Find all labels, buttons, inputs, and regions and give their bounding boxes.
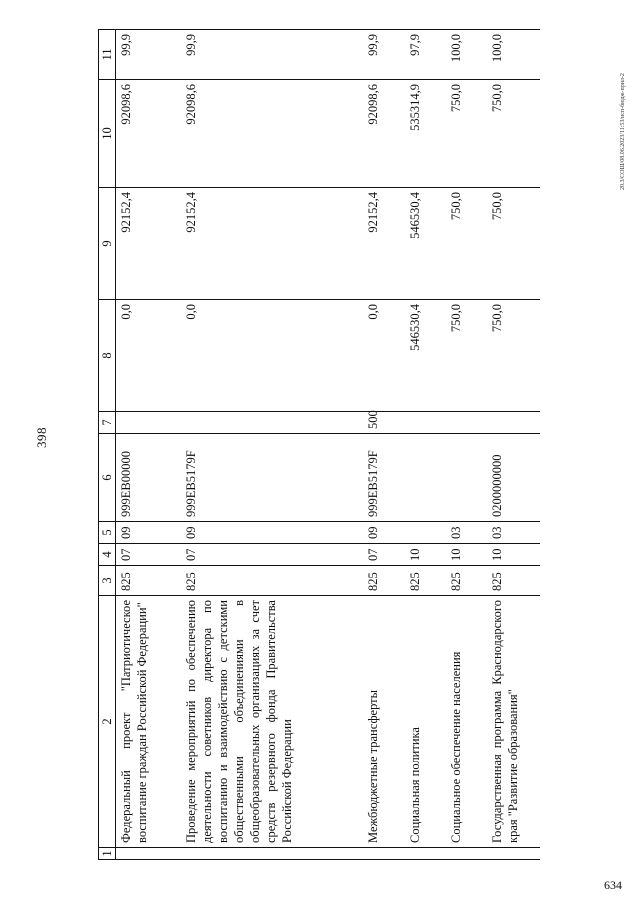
cell-c10: 535314,9 xyxy=(405,80,434,188)
cell-name: Проведение мероприятий по обеспечению деятельности советников директора по воспитанию и взаимодействию с детскими общественными объединениями в общеобразовательных организациях за счет средств резервного фонда Правительства Российской Федерации xyxy=(181,596,351,848)
cell-c3: 825 xyxy=(487,566,540,596)
rotated-table-wrapper xyxy=(98,30,540,860)
col-header-7: 7 xyxy=(99,412,116,434)
col-header-9: 9 xyxy=(99,188,116,300)
cell-c9: 750,0 xyxy=(446,188,475,300)
cell-c5: 09 xyxy=(116,522,170,544)
table-row xyxy=(363,30,392,860)
cell-c1 xyxy=(446,848,475,860)
cell-c4: 07 xyxy=(363,544,392,566)
cell-c5: 03 xyxy=(446,522,475,544)
cell-c8: 0,0 xyxy=(116,300,170,412)
cell-c4: 07 xyxy=(116,544,170,566)
cell-c7 xyxy=(487,412,540,434)
cell-c7 xyxy=(181,412,351,434)
cell-c3: 825 xyxy=(446,566,475,596)
budget-table xyxy=(98,29,540,860)
cell-c6: 999EB5179F xyxy=(363,434,392,522)
cell-c6: 999EB00000 xyxy=(116,434,170,522)
table-header-row xyxy=(99,30,116,860)
col-header-6: 6 xyxy=(99,434,116,522)
cell-c4: 10 xyxy=(405,544,434,566)
cell-c3: 825 xyxy=(363,566,392,596)
cell-c9: 92152,4 xyxy=(181,188,351,300)
cell-name: Социальное обеспечение населения xyxy=(446,596,475,848)
cell-c10: 92098,6 xyxy=(363,80,392,188)
cell-c11: 99,9 xyxy=(116,30,170,80)
cell-c1 xyxy=(363,848,392,860)
col-header-11: 11 xyxy=(99,30,116,80)
cell-c5: 09 xyxy=(363,522,392,544)
cell-c4: 10 xyxy=(487,544,540,566)
table-row xyxy=(446,30,475,860)
cell-c1 xyxy=(181,848,351,860)
col-header-2: 2 xyxy=(99,596,116,848)
cell-c8: 546530,4 xyxy=(405,300,434,412)
cell-c8: 750,0 xyxy=(446,300,475,412)
table-row xyxy=(116,30,170,860)
cell-c10: 92098,6 xyxy=(181,80,351,188)
col-header-1: 1 xyxy=(99,848,116,860)
cell-c6: 0200000000 xyxy=(487,434,540,522)
cell-c9: 92152,4 xyxy=(363,188,392,300)
cell-c10: 750,0 xyxy=(446,80,475,188)
cell-c5: 09 xyxy=(181,522,351,544)
document-stamp-note: 20.3/СОШ/08.06.2023/11:53/исп-бюдж-прил-2 xyxy=(620,73,626,190)
col-header-10: 10 xyxy=(99,80,116,188)
cell-c4: 07 xyxy=(181,544,351,566)
cell-c1 xyxy=(487,848,540,860)
cell-c3: 825 xyxy=(405,566,434,596)
cell-c11: 100,0 xyxy=(487,30,540,80)
col-header-4: 4 xyxy=(99,544,116,566)
cell-c8: 750,0 xyxy=(487,300,540,412)
cell-name: Социальная политика xyxy=(405,596,434,848)
cell-c3: 825 xyxy=(181,566,351,596)
cell-name: Государственная программа Краснодарского края "Развитие образования" xyxy=(487,596,540,848)
cell-c6 xyxy=(446,434,475,522)
cell-c10: 92098,6 xyxy=(116,80,170,188)
cell-c8: 0,0 xyxy=(181,300,351,412)
cell-name: Межбюджетные трансферты xyxy=(363,596,392,848)
cell-c5: 03 xyxy=(487,522,540,544)
cell-c6: 999EB5179F xyxy=(181,434,351,522)
cell-c9: 92152,4 xyxy=(116,188,170,300)
cell-c3: 825 xyxy=(116,566,170,596)
col-header-8: 8 xyxy=(99,300,116,412)
cell-c7 xyxy=(116,412,170,434)
cell-c9: 546530,4 xyxy=(405,188,434,300)
cell-c6 xyxy=(405,434,434,522)
cell-c4: 10 xyxy=(446,544,475,566)
cell-c9: 750,0 xyxy=(487,188,540,300)
page-number-bottom: 634 xyxy=(604,878,622,892)
table-row xyxy=(487,30,540,860)
cell-name: Федеральный проект "Патриотическое воспитание граждан Российской Федерации" xyxy=(116,596,170,848)
col-header-3: 3 xyxy=(99,566,116,596)
cell-c11: 99,9 xyxy=(363,30,392,80)
cell-c1 xyxy=(405,848,434,860)
cell-c11: 99,9 xyxy=(181,30,351,80)
cell-c5 xyxy=(405,522,434,544)
table-row xyxy=(181,30,351,860)
table-row xyxy=(405,30,434,860)
cell-c1 xyxy=(116,848,170,860)
cell-c7: 500 xyxy=(363,412,392,434)
page-number-top: 398 xyxy=(34,427,49,448)
col-header-5: 5 xyxy=(99,522,116,544)
cell-c11: 100,0 xyxy=(446,30,475,80)
cell-c10: 750,0 xyxy=(487,80,540,188)
cell-c7 xyxy=(446,412,475,434)
cell-c11: 97,9 xyxy=(405,30,434,80)
cell-c8: 0,0 xyxy=(363,300,392,412)
cell-c7 xyxy=(405,412,434,434)
